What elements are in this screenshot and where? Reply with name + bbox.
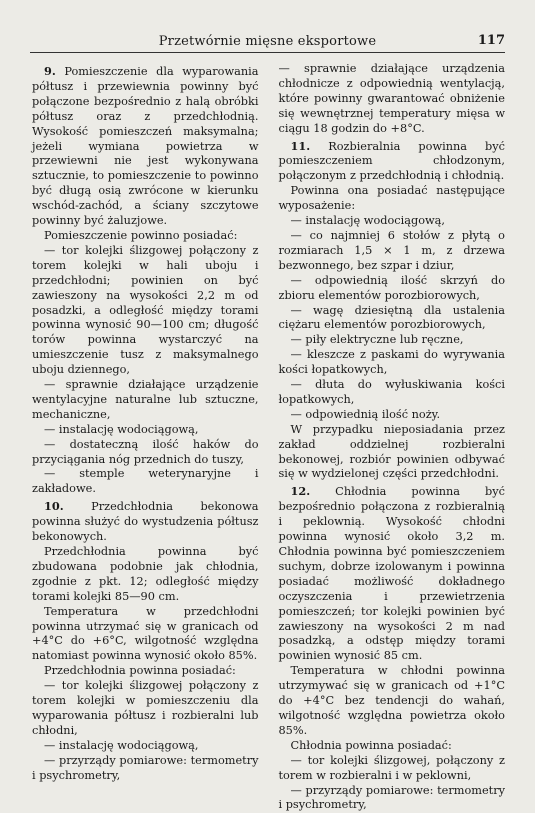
paragraph-text: — piły elektryczne lub ręczne, [291, 333, 464, 346]
page-number: 117 [478, 33, 505, 48]
paragraph [279, 739, 506, 754]
paragraph [279, 304, 506, 334]
paragraph [32, 664, 259, 679]
paragraph [32, 739, 259, 754]
paragraph-text: — instalację wodociągową, [44, 423, 199, 436]
paragraph [32, 605, 259, 665]
right-column [279, 62, 506, 813]
section-number: 11. [291, 139, 311, 153]
paragraph [32, 754, 259, 784]
text-columns [32, 62, 505, 813]
paragraph-text: Przedchłodnia bekonowa powinna służyć do wystudzenia półtusz bekonowych. [32, 500, 259, 543]
paragraph-text: — tor kolejki ślizgowej połączony z torem kolejki w hali uboju i przedchłodni; powinien on być zawieszony na wysokości 2,2 m od posadzki, a odległość między torami powinna wynosić 90—100 cm; długość torów powinna wystarczyć na umieszczenie tusz z maksymalnego uboju dziennego, [32, 244, 259, 376]
paragraph [32, 679, 259, 739]
paragraph [32, 229, 259, 244]
paragraph-text: — tor kolejki ślizgowej, połączony z torem w rozbieralni i w peklowni, [279, 754, 506, 782]
paragraph-text: — instalację wodociągową, [291, 214, 446, 227]
paragraph-text: — tor kolejki ślizgowej połączony z torem kolejki w pomieszczeniu dla wyparowania półtusz i rozbieralni lub chłodni, [32, 679, 259, 737]
paragraph [279, 754, 506, 784]
paragraph-text: Temperatura w przedchłodni powinna utrzymać się w granicach od +4°C do +6°C, wilgotność względna natomiast powinna wynosić około 85%. [32, 605, 259, 663]
paragraph-text: — odpowiednią ilość noży. [291, 408, 441, 421]
paragraph-text: Pomieszczenie powinno posiadać: [44, 229, 237, 242]
paragraph-text: Pomieszczenie dla wyparowania półtusz i przewiewnia powinny być połączone bezpośrednio z halą obróbki półtusz oraz z przedchłodnią. Wysokość pomieszczeń maksymalna; jeżeli wymiana powietrza w przewiewni nie jest wykonywana sztucznie, to pomieszczenie to powinno być długą osią zwrócone w kierunku wschód-zachód, a ściany szczytowe powinny być żaluzjowe. [32, 65, 259, 227]
paragraph [279, 423, 506, 483]
paragraph [32, 378, 259, 423]
paragraph-text: — sprawnie działające urządzenie wentylacyjne naturalne lub sztuczne, mechaniczne, [32, 378, 259, 421]
paragraph [279, 214, 506, 229]
paragraph-text: — odpowiednią ilość skrzyń do zbioru elementów porozbiorowych, [279, 274, 506, 302]
paragraph [279, 784, 506, 813]
paragraph-text: — wagę dziesiętną dla ustalenia ciężaru elementów porozbiorowych, [279, 304, 506, 332]
running-header [30, 30, 505, 53]
paragraph-text: — co najmniej 6 stołów z płytą o rozmiarach 1,5 × 1 m, z drzewa bezwonnego, bez szpar i dziur, [279, 229, 506, 272]
paragraph [32, 467, 259, 497]
section-number: 9. [44, 64, 56, 78]
paragraph-text: Chłodnia powinna posiadać: [291, 739, 452, 752]
paragraph [279, 139, 506, 185]
paragraph [279, 348, 506, 378]
paragraph [279, 229, 506, 274]
paragraph [32, 499, 259, 545]
paragraph [32, 64, 259, 229]
paragraph [32, 438, 259, 468]
paragraph-text: — dostateczną ilość haków do przyciągania nóg przednich do tuszy, [32, 438, 259, 466]
paragraph-text: — kleszcze z paskami do wyrywania kości łopatkowych, [279, 348, 506, 376]
paragraph [279, 484, 506, 664]
paragraph-text: Rozbieralnia powinna być pomieszczeniem chłodzonym, połączonym z przedchłodnią i chłodnią. [279, 140, 506, 183]
paragraph [32, 545, 259, 605]
paragraph-text: Przedchłodnia powinna być zbudowana podobnie jak chłodnia, zgodnie z pkt. 12; odległość między torami kolejki 85—90 cm. [32, 545, 259, 603]
paragraph-text: — stemple weterynaryjne i zakładowe. [32, 467, 259, 495]
paragraph-text: — sprawnie działające urządzenia chłodnicze z odpowiednią wentylacją, które powinny gwarantować obniżenie się wewnętrznej temperatury mięsa w ciągu 18 godzin do +8°C. [279, 62, 506, 135]
left-column [32, 62, 259, 813]
paragraph-text: — przyrządy pomiarowe: termometry i psychrometry, [32, 754, 259, 782]
paragraph [279, 333, 506, 348]
paragraph-text: — instalację wodociągową, [44, 739, 199, 752]
paragraph-text: Chłodnia powinna być bezpośrednio połączona z rozbieralnią i peklownią. Wysokość chłodni powinna wynosić około 3,2 m. Chłodnia powinna być pomieszczeniem suchym, dobrze izolowanym i powinna posiadać możliwość dokładnego oczyszczenia i przewietrzenia pomieszczeń; tor kolejki powinien być zawieszony na wysokości 2 m nad posadzką, a odstęp między torami powinien wynosić 85 cm. [279, 485, 506, 662]
paragraph [279, 62, 506, 137]
paragraph [279, 274, 506, 304]
paragraph-text: W przypadku nieposiadania przez zakład oddzielnej rozbieralni bekonowej, rozbiór powinien odbywać się w wydzielonej części przedchłodni. [279, 423, 506, 481]
section-number: 10. [44, 499, 64, 513]
paragraph [279, 378, 506, 408]
section-number: 12. [291, 484, 311, 498]
paragraph-text: — dłuta do wyłuskiwania kości łopatkowych, [279, 378, 506, 406]
paragraph-text: — przyrządy pomiarowe: termometry i psychrometry, [279, 784, 506, 812]
paragraph [279, 184, 506, 214]
paragraph [279, 408, 506, 423]
paragraph [32, 423, 259, 438]
paragraph-text: Powinna ona posiadać następujące wyposażenie: [279, 184, 506, 212]
paragraph-text: Przedchłodnia powinna posiadać: [44, 664, 236, 677]
running-title: Przetwórnie mięsne eksportowe [30, 34, 505, 49]
paragraph [279, 664, 506, 739]
paragraph [32, 244, 259, 378]
paragraph-text: Temperatura w chłodni powinna utrzymywać się w granicach od +1°C do +4°C bez tendencji do wahań, wilgotność względna powietrza około 85%. [279, 664, 506, 737]
